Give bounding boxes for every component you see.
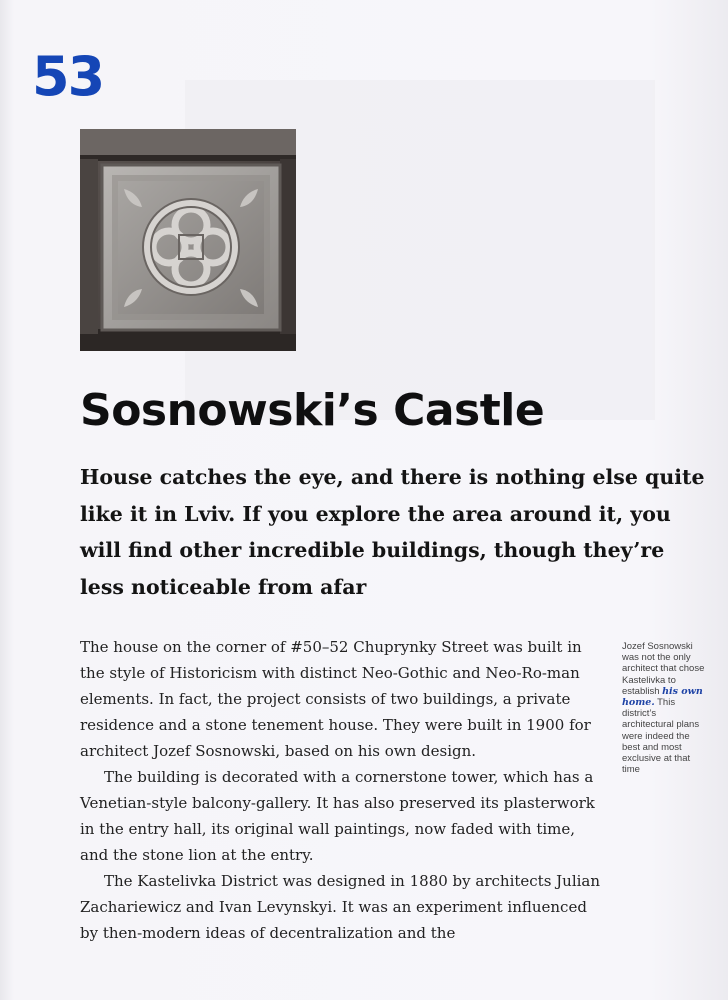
margin-note-emphasis: his own home. (622, 685, 703, 709)
margin-note (622, 641, 708, 775)
article-body (80, 634, 603, 946)
body-paragraph-3: The Kastelivka District was designed in 1880 by architects Julian Zachariewicz and Ivan Levynskyi. It was an experiment influenced by then-modern ideas of decentralization and the (80, 872, 601, 942)
body-paragraph-2: The building is decorated with a cornerstone tower, which has a Venetian-style balcony-gallery. It has also preserved its plasterwork in the entry hall, its original wall paintings, now faded with time, and the stone lion at the entry. (80, 768, 595, 864)
article-title: Sosnowski’s Castle (80, 385, 545, 436)
margin-note-text-before: Jozef Sosnowski was not the only architect that chose Kastelivka to establish (622, 641, 705, 697)
ornament-photo (80, 129, 296, 351)
page-number: 53 (32, 45, 104, 108)
margin-note-text-after: This district’s architectural plans were indeed the best and most exclusive at that time (622, 697, 700, 776)
body-paragraph-1: The house on the corner of #50–52 Chuprynky Street was built in the style of Historicism with distinct Neo-Gothic and Neo-Ro-man elements. In fact, the project consists of two buildings, a private residence and a stone tenement house. They were built in 1900 for architect Jozef Sosnowski, based on his own design. (80, 638, 591, 760)
article-subtitle: House catches the eye, and there is nothing else quite like it in Lviv. If you explore the area around it, you will find other incredible buildings, though they’re less noticeable from afar (80, 465, 705, 599)
